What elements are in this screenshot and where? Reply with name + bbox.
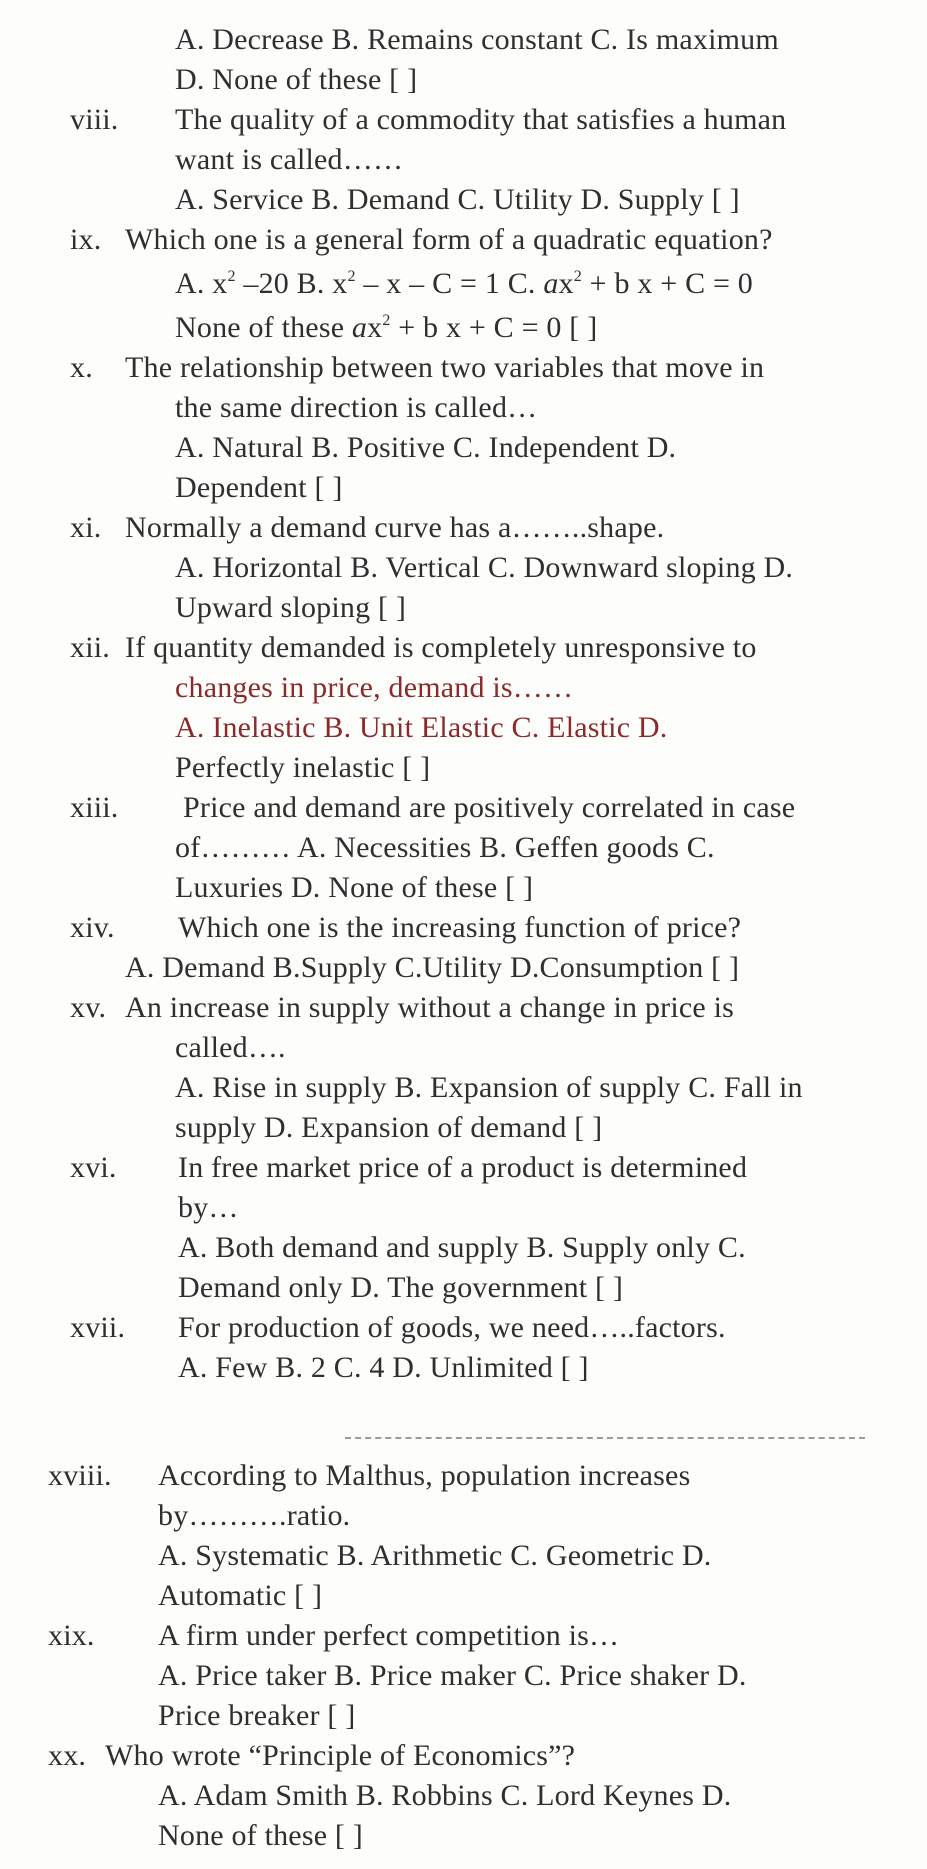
q15-text-line2: called…. xyxy=(175,1031,286,1064)
q19-options-line1: A. Price taker B. Price maker C. Price shaker D. xyxy=(158,1659,747,1692)
q10-options-line2: Dependent [ ] xyxy=(175,471,343,504)
q10-text-line2: the same direction is called… xyxy=(175,391,538,424)
q9-text-line1: Which one is a general form of a quadratic equation? xyxy=(125,223,773,256)
q9-opt-d-rest: + b x + C = 0 [ ] xyxy=(390,311,598,344)
q9-opt-c-sup: 2 xyxy=(573,268,582,285)
q20-text-line1: Who wrote “Principle of Economics”? xyxy=(105,1739,576,1772)
q9-options-line2 xyxy=(175,310,597,346)
q15-options-line2: supply D. Expansion of demand [ ] xyxy=(175,1111,603,1144)
q14-options-line1: A. Demand B.Supply C.Utility D.Consumption [ ] xyxy=(125,951,740,984)
q8-options-line1: A. Service B. Demand C. Utility D. Supply [ ] xyxy=(175,183,740,216)
q17-number: xvii. xyxy=(70,1311,126,1344)
q9-opt-a-sup: 2 xyxy=(227,268,236,285)
q12-number: xii. xyxy=(70,631,110,664)
q18-options-line2: Automatic [ ] xyxy=(158,1579,323,1612)
q16-number: xvi. xyxy=(70,1151,117,1184)
q11-text-line1: Normally a demand curve has a……..shape. xyxy=(125,511,665,544)
q16-options-line1: A. Both demand and supply B. Supply only C. xyxy=(178,1231,746,1264)
q16-text-line1: In free market price of a product is determined xyxy=(178,1151,748,1184)
q8-text-line2: want is called…… xyxy=(175,143,404,176)
q7-options-line2: D. None of these [ ] xyxy=(175,63,418,96)
q20-options-line1: A. Adam Smith B. Robbins C. Lord Keynes D. xyxy=(158,1779,732,1812)
q12-options-line2: Perfectly inelastic [ ] xyxy=(175,751,431,784)
q9-opt-d-x: x xyxy=(367,311,383,344)
q9-opt-c-a: a xyxy=(543,267,559,300)
q10-text-line1: The relationship between two variables that move in xyxy=(125,351,765,384)
q17-options-line1: A. Few B. 2 C. 4 D. Unlimited [ ] xyxy=(178,1351,589,1384)
q13-text-line2: of……… A. Necessities B. Geffen goods C. xyxy=(175,831,715,864)
q19-number: xix. xyxy=(48,1619,95,1652)
q9-opt-d-prefix: None of these xyxy=(175,311,352,344)
q9-opt-b-sup: 2 xyxy=(347,268,356,285)
q11-options-line2: Upward sloping [ ] xyxy=(175,591,407,624)
q8-text-line1: The quality of a commodity that satisfies a human xyxy=(175,103,787,136)
q14-number: xiv. xyxy=(70,911,115,944)
q10-options-line1: A. Natural B. Positive C. Independent D. xyxy=(175,431,677,464)
q9-opt-a-rest: –20 B. x xyxy=(235,267,348,300)
q14-text-line1: Which one is the increasing function of price? xyxy=(178,911,742,944)
q18-options-line1: A. Systematic B. Arithmetic C. Geometric D. xyxy=(158,1539,712,1572)
q18-number: xviii. xyxy=(48,1459,112,1492)
q12-text-line1: If quantity demanded is completely unresponsive to xyxy=(125,631,757,664)
q10-number: x. xyxy=(70,351,93,384)
q20-number: xx. xyxy=(48,1739,87,1772)
q13-text-line3: Luxuries D. None of these [ ] xyxy=(175,871,534,904)
q11-number: xi. xyxy=(70,511,102,544)
page-separator xyxy=(345,1437,865,1439)
q16-options-line2: Demand only D. The government [ ] xyxy=(178,1271,624,1304)
q13-number: xiii. xyxy=(70,791,119,824)
q19-text-line1: A firm under perfect competition is… xyxy=(158,1619,620,1652)
q15-options-line1: A. Rise in supply B. Expansion of supply C. Fall in xyxy=(175,1071,803,1104)
q9-opt-d-sup: 2 xyxy=(382,312,391,329)
q9-opt-d-a: a xyxy=(351,311,368,344)
q12-text-line2: changes in price, demand is…… xyxy=(175,671,574,704)
q9-opt-c-x: x xyxy=(558,267,574,300)
q13-text-line1: Price and demand are positively correlated in case xyxy=(183,791,796,824)
q18-text-line1: According to Malthus, population increases xyxy=(158,1459,691,1492)
q15-text-line1: An increase in supply without a change in price is xyxy=(125,991,735,1024)
q8-number: viii. xyxy=(70,103,119,136)
q18-text-line2: by……….ratio. xyxy=(158,1499,351,1532)
q20-options-line2: None of these [ ] xyxy=(158,1819,363,1852)
q9-opt-a: A. x xyxy=(175,267,228,300)
q19-options-line2: Price breaker [ ] xyxy=(158,1699,356,1732)
q9-opt-c-rest: + b x + C = 0 xyxy=(581,267,754,300)
q9-opt-b-rest: – x – C = 1 C. xyxy=(355,267,544,300)
q12-options-line1: A. Inelastic B. Unit Elastic C. Elastic D. xyxy=(175,711,668,744)
q17-text-line1: For production of goods, we need…..factors. xyxy=(178,1311,726,1344)
q9-options-line1 xyxy=(175,266,753,302)
q9-number: ix. xyxy=(70,223,102,256)
q15-number: xv. xyxy=(70,991,107,1024)
q16-text-line2: by… xyxy=(178,1191,239,1224)
q7-options-line1: A. Decrease B. Remains constant C. Is maximum xyxy=(175,23,779,56)
q11-options-line1: A. Horizontal B. Vertical C. Downward sloping D. xyxy=(175,551,794,584)
